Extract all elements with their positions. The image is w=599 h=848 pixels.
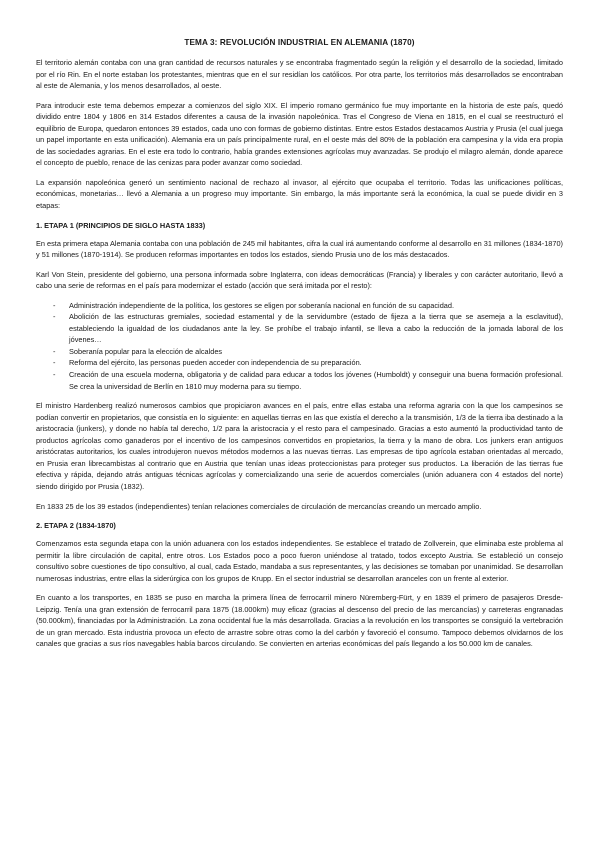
intro-paragraph: La expansión napoleónica generó un sentimiento nacional de rechazo al invasor, al ejército que ocupaba el territorio. Todas las unificaciones políticas, económicas, monetarias… llevó a Alemania a un progreso muy importante. Sin embargo, la más importante será la económica, la cual se puede dividir en 3 etapas: (36, 177, 563, 211)
list-item-text: Soberanía popular para la elección de alcaldes (69, 346, 223, 356)
dash-bullet-icon: - (53, 358, 56, 368)
section-1-paragraph: Karl Von Stein, presidente del gobierno, una persona informada sobre Inglaterra, con ideas democráticas (Francia) y liberales y con carácter autoritario, llevó a cabo una serie de reformas en el país para modernizar el estado (acción que será imitada por el resto): (36, 269, 563, 291)
dash-bullet-icon: - (53, 300, 56, 310)
section-1-paragraph: El ministro Hardenberg realizó numerosos cambios que propiciaron avances en el país, entre ellas estaba una reforma agraria con la que los campesinos se podían convertir en propietarios, que consistía en lo siguiente: en aquellas tierras en las que existía el derecho a la transmisión, 1/3 de la tierra iba destinado a la aristocracia (junkers), y donde no había tal derecho, 1/2 para la aristocracia y el resto para el campesinado. Gracias a esto aumentó la productividad tanto de productos agrícolas como ganaderos por el incentivo de los campesinos convertidos en propietarios, la tierra y la mano de obra. Los junkers eran antiguos aristócratas autoritarios, los cuales introdujeron nuevos métodos modernos a las nuevas tierras. Las empresas de tipo agrícola estaban orientadas al mercado, en Prusia eran librecambistas al contrario que en Austria que tenían unas ideas proteccionistas para proteger sus productos. La liberación de las tierras fue efectiva y rápida, dejando atrás antiguas técnicas agrícolas y comercializando una serie de acuerdos comerciales (unión aduanera con 4 estados del norte) siendo dirigido por Prusia (1832). (36, 401, 563, 491)
list-item (36, 357, 563, 369)
list-item-text: Abolición de las estructuras gremiales, sociedad estamental y de la servidumbre (estado de fijeza a la tierra que se asemeja a la esclavitud), estableciendo la igualdad de los ciudadanos ante la ley. Se prohíbe el trabajo infantil, se lleva a cabo la reducción de la jornada laboral de los jóvenes… (69, 312, 563, 345)
section-heading-etapa-2: 2. ETAPA 2 (1834-1870) (36, 521, 116, 531)
list-item (36, 311, 563, 346)
list-item (36, 369, 563, 392)
document-page (36, 38, 563, 658)
dash-bullet-icon: - (53, 312, 56, 322)
list-item (36, 346, 563, 358)
section-2-paragraph: Comenzamos esta segunda etapa con la unión aduanera con los estados independientes. Se establece el tratado de Zollverein, que eliminaba este problema al permitir la libre circulación de capital, entre otros. Los Estados poco a poco fueron uniéndose al tratado, todos excepto Austria. Se estableció un consejo consultivo sobre cuestiones de tipo consultivo, al cual, cada Estado, mandaba a sus representantes, y las decisiones se tomaban por unanimidad. Se desarrollan numerosas industrias, entre ellas la siderúrgica con los grupos de Krupp. En el sector industrial se desarrollan aranceles con un frente al exterior. (36, 539, 563, 583)
intro-paragraph: El territorio alemán contaba con una gran cantidad de recursos naturales y se encontraba fragmentado según la religión y el desarrollo de la sociedad, limitado por el río Rin. En el norte estaban los protestantes, mientras que en el sur residían los católicos. Por otra parte, los territorios más desarrollados se encontraban al este de Alemania, y los menos desarrollados, al oeste. (36, 58, 563, 91)
document-title: TEMA 3: REVOLUCIÓN INDUSTRIAL EN ALEMANIA (1870) (184, 38, 415, 47)
list-item-text: Administración independiente de la política, los gestores se eligen por soberanía nacional en función de su capacidad. (69, 300, 454, 310)
list-item-text: Reforma del ejército, las personas pueden acceder con independencia de su preparación. (69, 358, 362, 368)
section-1-paragraph: En 1833 25 de los 39 estados (independientes) tenían relaciones comerciales de circulación de mercancías creando un mercado amplio. (36, 501, 482, 511)
intro-paragraph: Para introducir este tema debemos empezar a comienzos del siglo XIX. El imperio romano germánico fue muy importante en la historia de este país, quedó dividido entre 1804 y 1806 en 314 Estados diferentes a causa de la invasión napoleónica. Tras el Congreso de Viena en 1815, en el cual se reestructuró el equilibrio de Europa, quedaron entonces 39 estados, cada uno con formas de gobierno distintas. Entre estos Estados destacamos Austria y Prusia (el cual juega un papel importante en esta unificación). Alemania era un país principalmente rural, en el oeste más del 80% de la población era campesina y la vida era propia de las sociedades agrarias. En el este era todo lo contrario, había grandes extensiones agrícolas muy avanzadas. Se produjo el milagro alemán, donde aparece el concepto de pueblo, renace de las cenizas para poder avanzar como sociedad. (36, 100, 563, 168)
list-item (36, 300, 563, 312)
section-2-paragraph: En cuanto a los transportes, en 1835 se puso en marcha la primera línea de ferrocarril minero Nüremberg-Fürt, y en 1839 el primero de pasajeros Dresde-Leipzig. Tenía una gran extensión de ferrocarril para 1875 (18.000km) muy eficaz (gracias al descenso del precio de las mercancías) y carreteras engranadas (50.000km), financiadas por la Administración. La zona occidental fue la más desarrollada. Gracias a la revolución en los transportes se consiguió la vertebración de un gran mercado. Esta industria provoca un efecto de arrastre sobre otras como la del carbón y favoreció el consumo. Tampoco debemos olvidarnos de los canales que gracias a sus ríos navegables había barcos circulando. Se convierten en arterias económicas del país llegando a los 50.000 km de canales. (36, 593, 563, 649)
section-heading-etapa-1: 1. ETAPA 1 (PRINCIPIOS DE SIGLO HASTA 1833) (36, 220, 206, 230)
reform-list (36, 300, 563, 392)
section-1-paragraph: En esta primera etapa Alemania contaba con una población de 245 mil habitantes, cifra la cual irá aumentando conforme al desarrollo en 31 millones (1834-1870) y 51 millones (1870-1914). Se producen reformas importantes en todos los estados, siendo Prusia uno de los más destacados. (36, 238, 563, 260)
list-item-text: Creación de una escuela moderna, obligatoria y de calidad para educar a todos los jóvenes (Humboldt) y conseguir una buena formación profesional. Se crea la universidad de Berlín en 1810 muy moderna para su tiempo. (69, 370, 563, 391)
dash-bullet-icon: - (53, 370, 56, 380)
dash-bullet-icon: - (53, 346, 56, 356)
